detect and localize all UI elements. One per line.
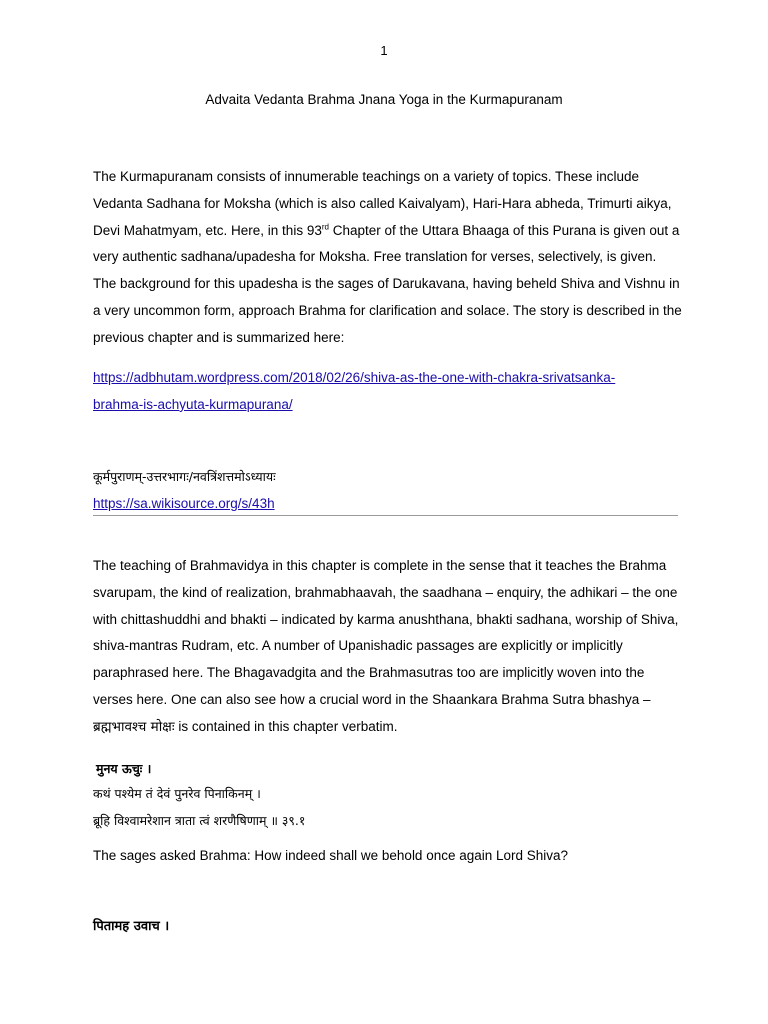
sanskrit-phrase: ब्रह्मभावश्च मोक्षः <box>93 718 175 735</box>
verse-speaker: मुनय ऊचुः । <box>96 761 152 776</box>
source-title: कूर्मपुराणम्-उत्तरभागः/नवत्रिंशत्तमोऽध्यायः <box>93 469 276 484</box>
source-link[interactable]: https://sa.wikisource.org/s/43h <box>93 496 275 511</box>
document-title: Advaita Vedanta Brahma Jnana Yoga in the Kurmapuranam <box>205 92 563 107</box>
horizontal-divider <box>93 515 678 516</box>
intro-text-start: The Kurmapuranam consists of innumerable teachings on a variety of topics. These include Vedanta Sadhana for Moksha (which is also called Kaivalyam), Hari-Hara abheda, Trimurti aikya, Devi Mahatmyam, etc. Here, in this 93 <box>93 169 672 238</box>
teaching-text-end: is contained in this chapter verbatim. <box>174 718 398 734</box>
story-link-line1[interactable]: https://adbhutam.wordpress.com/2018/02/26/shiva-as-the-one-with-chakra-srivatsanka- <box>93 370 616 385</box>
teaching-paragraph <box>93 553 683 741</box>
story-link[interactable] <box>93 365 615 419</box>
intro-text-end: Chapter of the Uttara Bhaaga of this Purana is given out a very authentic sadhana/upadesha for Moksha. Free translation for verses, selectively, is given. The background for this upadesha is the sages of Darukavana, having beheld Shiva and Vishnu in a very uncommon form, approach Brahma for clarification and solace. The story is described in the previous chapter and is summarized here: <box>93 222 682 345</box>
page-number: 1 <box>380 43 388 58</box>
verse-translation: The sages asked Brahma: How indeed shall we behold once again Lord Shiva? <box>93 848 569 863</box>
teaching-text-start: The teaching of Brahmavidya in this chapter is complete in the sense that it teaches the Brahma svarupam, the kind of realization, brahmabhaavah, the saadhana – enquiry, the adhikari – the one with chittashuddhi and bhakti – indicated by karma anushthana, bhakti sadhana, worship of Shiva, shiva-mantras Rudram, etc. A number of Upanishadic passages are explicitly or implicitly paraphrased here. The Bhagavadgita and the Brahmasutras too are implicitly woven into the verses here. One can also see how a crucial word in the Shaankara Brahma Sutra bhashya – <box>93 558 679 707</box>
verse-line-1: कथं पश्येम तं देवं पुनरेव पिनाकिनम् । <box>93 786 261 801</box>
story-link-line2[interactable]: brahma-is-achyuta-kurmapurana/ <box>93 396 293 412</box>
ordinal-superscript: rd <box>321 222 329 232</box>
next-speaker: पितामह उवाच । <box>93 919 170 934</box>
intro-paragraph <box>93 164 683 352</box>
verse-line-2: ब्रूहि विश्वामरेशान त्राता त्वं शरणैषिणाम् ॥ ३९.१ <box>93 813 306 828</box>
